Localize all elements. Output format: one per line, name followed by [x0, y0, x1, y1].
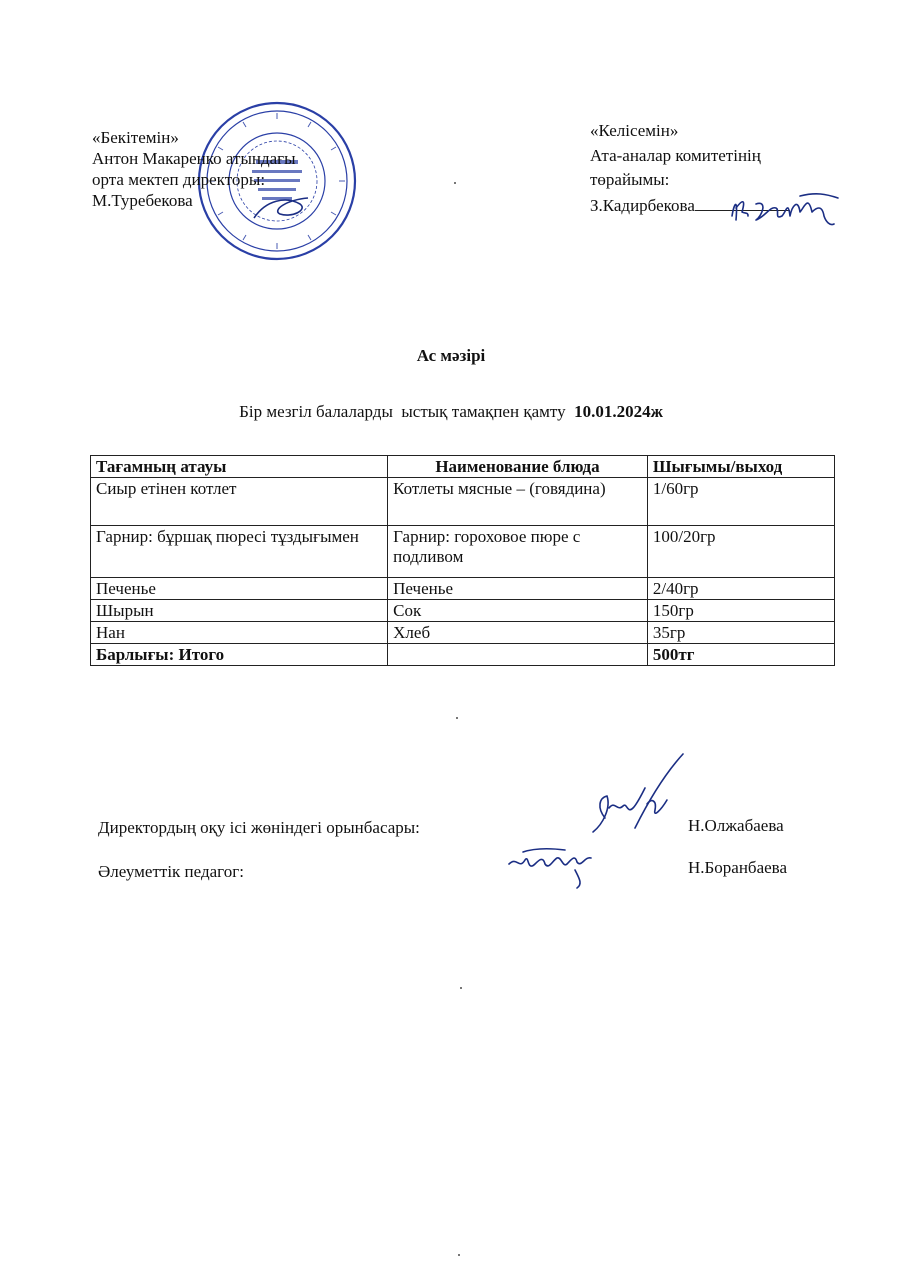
- table-row: [91, 600, 835, 622]
- dish-ru: Печенье: [388, 578, 648, 600]
- menu-table: [90, 455, 835, 666]
- deputy-name: Н.Олжабаева: [688, 816, 784, 835]
- director-title: орта мектеп директоры:: [92, 170, 266, 189]
- dish-kz: Печенье: [91, 578, 388, 600]
- total-empty: [388, 644, 648, 666]
- table-row: [91, 526, 835, 578]
- header-russian: Наименование блюда: [388, 456, 648, 478]
- dish-kz: Шырын: [91, 600, 388, 622]
- table-row: [91, 478, 835, 526]
- approval-label: «Бекітемін»: [92, 128, 179, 147]
- scan-speck: [458, 1254, 460, 1256]
- dish-ru: Котлеты мясные – (говядина): [388, 478, 648, 526]
- header-kazakh: Тағамның атауы: [91, 456, 388, 478]
- total-value: 500тг: [647, 644, 834, 666]
- table-row: [91, 622, 835, 644]
- dish-kz: Гарнир: бұршақ пюресі тұздығымен: [91, 526, 388, 578]
- subtitle-text: Бір мезгіл балаларды ыстық тамақпен қамту: [239, 402, 575, 421]
- dish-output: 150гр: [647, 600, 834, 622]
- pedagog-name: Н.Боранбаева: [688, 858, 788, 877]
- dish-output: 35гр: [647, 622, 834, 644]
- dish-output: 1/60гр: [647, 478, 834, 526]
- scan-speck: [460, 987, 462, 989]
- dish-ru: Хлеб: [388, 622, 648, 644]
- chair-name: З.Кадирбекова: [590, 196, 695, 215]
- subtitle: [0, 402, 902, 422]
- school-name: Антон Макаренко атындағы: [92, 149, 296, 168]
- dish-output: 2/40гр: [647, 578, 834, 600]
- chair-signature: [726, 186, 842, 234]
- director-name: М.Туребекова: [92, 191, 193, 210]
- table-row: [91, 578, 835, 600]
- scan-speck: [454, 182, 456, 184]
- dish-ru: Сок: [388, 600, 648, 622]
- dish-output: 100/20гр: [647, 526, 834, 578]
- dish-kz: Нан: [91, 622, 388, 644]
- pedagog-signature: [505, 834, 610, 890]
- scan-speck: [456, 717, 458, 719]
- committee-title: Ата-аналар комитетінің: [590, 146, 761, 165]
- deputy-signature: [575, 748, 685, 848]
- agreement-label: «Келісемін»: [590, 121, 679, 140]
- menu-date: 10.01.2024ж: [574, 402, 663, 421]
- chair-title: төрайымы:: [590, 170, 670, 189]
- approval-block: [92, 127, 296, 211]
- table-header-row: [91, 456, 835, 478]
- header-output: Шығымы/выход: [647, 456, 834, 478]
- total-label: Барлығы: Итого: [91, 644, 388, 666]
- pedagog-title: Әлеуметтік педагог:: [98, 862, 244, 881]
- deputy-title: Директордың оқу ісі жөніндегі орынбасары:: [98, 818, 420, 837]
- page-title: Ас мәзірі: [416, 346, 486, 365]
- dish-ru: Гарнир: гороховое пюре с подливом: [388, 526, 648, 578]
- dish-kz: Сиыр етінен котлет: [91, 478, 388, 526]
- total-row: [91, 644, 835, 666]
